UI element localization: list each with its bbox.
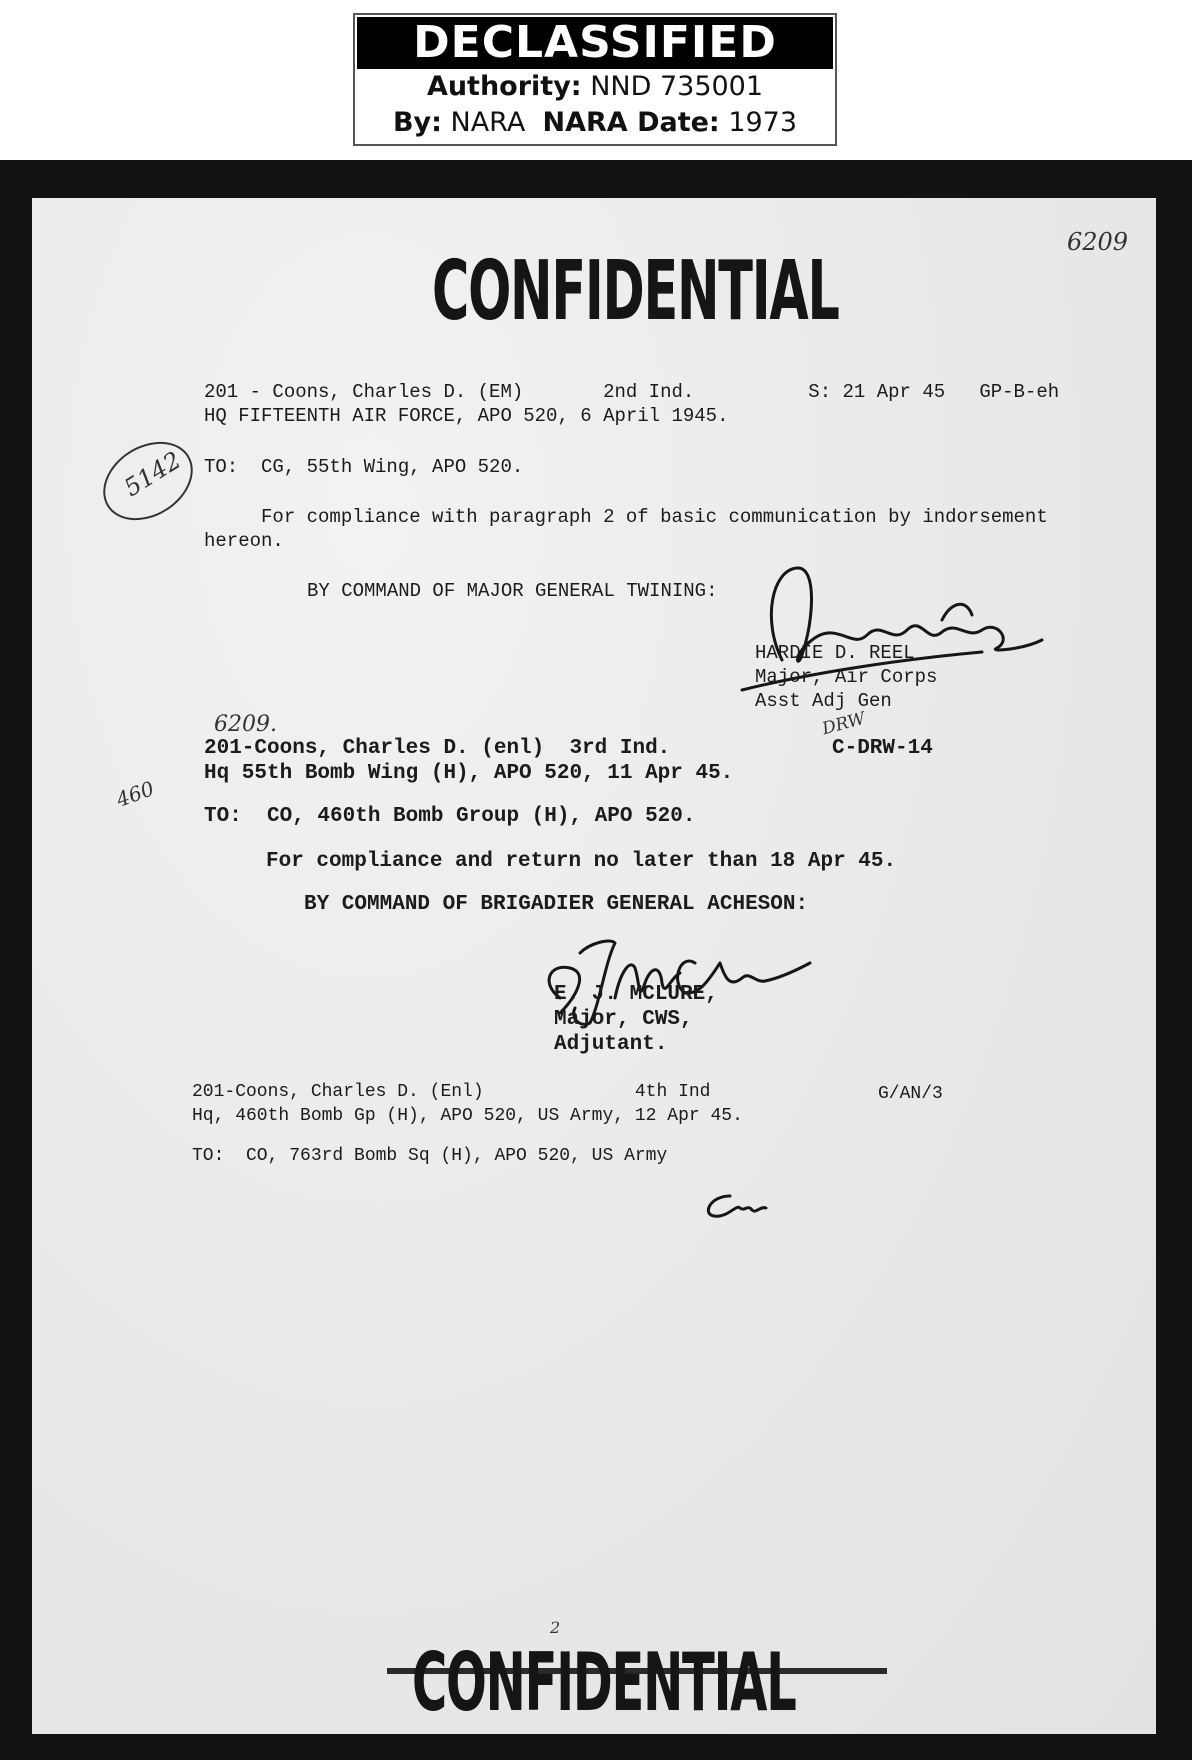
ind3-signer-name: E. J. MCLURE, [554, 983, 718, 1006]
authority-line: Authority: NND 735001 [426, 71, 764, 102]
margin-note: 460 [113, 776, 158, 812]
circled-number: 5142 [119, 445, 186, 503]
ind4-origin-line: Hq, 460th Bomb Gp (H), APO 520, US Army, 12 Apr 45. [192, 1106, 743, 1126]
scanned-page-frame [0, 160, 1192, 1760]
ind2-header-line: 201 - Coons, Charles D. (EM) 2nd Ind. S: 21 Apr 45 GP-B-eh [204, 381, 1060, 403]
ind3-handwritten-initials: DRW [820, 708, 868, 740]
by-date-line: By: NARA NARA Date: 1973 [392, 107, 798, 138]
ind2-signer-title: Asst Adj Gen [755, 690, 892, 712]
ind2-body-line1: For compliance with paragraph 2 of basic communication by indorsement [204, 506, 1048, 528]
declassification-stamp [353, 13, 837, 146]
ind2-body-line2: hereon. [204, 530, 284, 552]
ind3-reference: C-DRW-14 [832, 737, 933, 760]
declassified-heading: DECLASSIFIED [357, 17, 833, 69]
confidential-stamp-top: CONFIDENTIAL [432, 244, 839, 339]
ind2-origin-line: HQ FIFTEENTH AIR FORCE, APO 520, 6 April 1945. [204, 405, 729, 427]
ind3-handwritten-number: 6209. [214, 712, 277, 737]
ind3-header-line: 201-Coons, Charles D. (enl) 3rd Ind. [204, 737, 671, 760]
ind3-signer-rank: Major, CWS, [554, 1008, 693, 1031]
ind2-command-line: BY COMMAND OF MAJOR GENERAL TWINING: [307, 580, 718, 602]
document-paper [32, 198, 1156, 1734]
confidential-stamp-bottom: CONFIDENTIAL [412, 1636, 796, 1729]
page-mark: 2 [550, 1618, 561, 1637]
handwritten-initial-mark [700, 1190, 770, 1224]
ind4-header-line: 201-Coons, Charles D. (Enl) 4th Ind [192, 1082, 711, 1102]
ind2-to-line: TO: CG, 55th Wing, APO 520. [204, 456, 524, 478]
ind2-signer-name: HARDIE D. REEL [755, 642, 915, 664]
ind4-to-line: TO: CO, 763rd Bomb Sq (H), APO 520, US Army [192, 1146, 668, 1166]
ind3-body-line: For compliance and return no later than 18 Apr 45. [266, 850, 897, 873]
ind3-command-line: BY COMMAND OF BRIGADIER GENERAL ACHESON: [304, 893, 809, 916]
ind4-reference: G/AN/3 [878, 1084, 943, 1104]
ind3-signer-title: Adjutant. [554, 1033, 668, 1056]
ind3-origin-line: Hq 55th Bomb Wing (H), APO 520, 11 Apr 45. [204, 762, 734, 785]
ind2-signer-rank: Major, Air Corps [755, 666, 938, 688]
corner-number: 6209 [1067, 228, 1129, 256]
ind3-to-line: TO: CO, 460th Bomb Group (H), APO 520. [204, 805, 696, 828]
